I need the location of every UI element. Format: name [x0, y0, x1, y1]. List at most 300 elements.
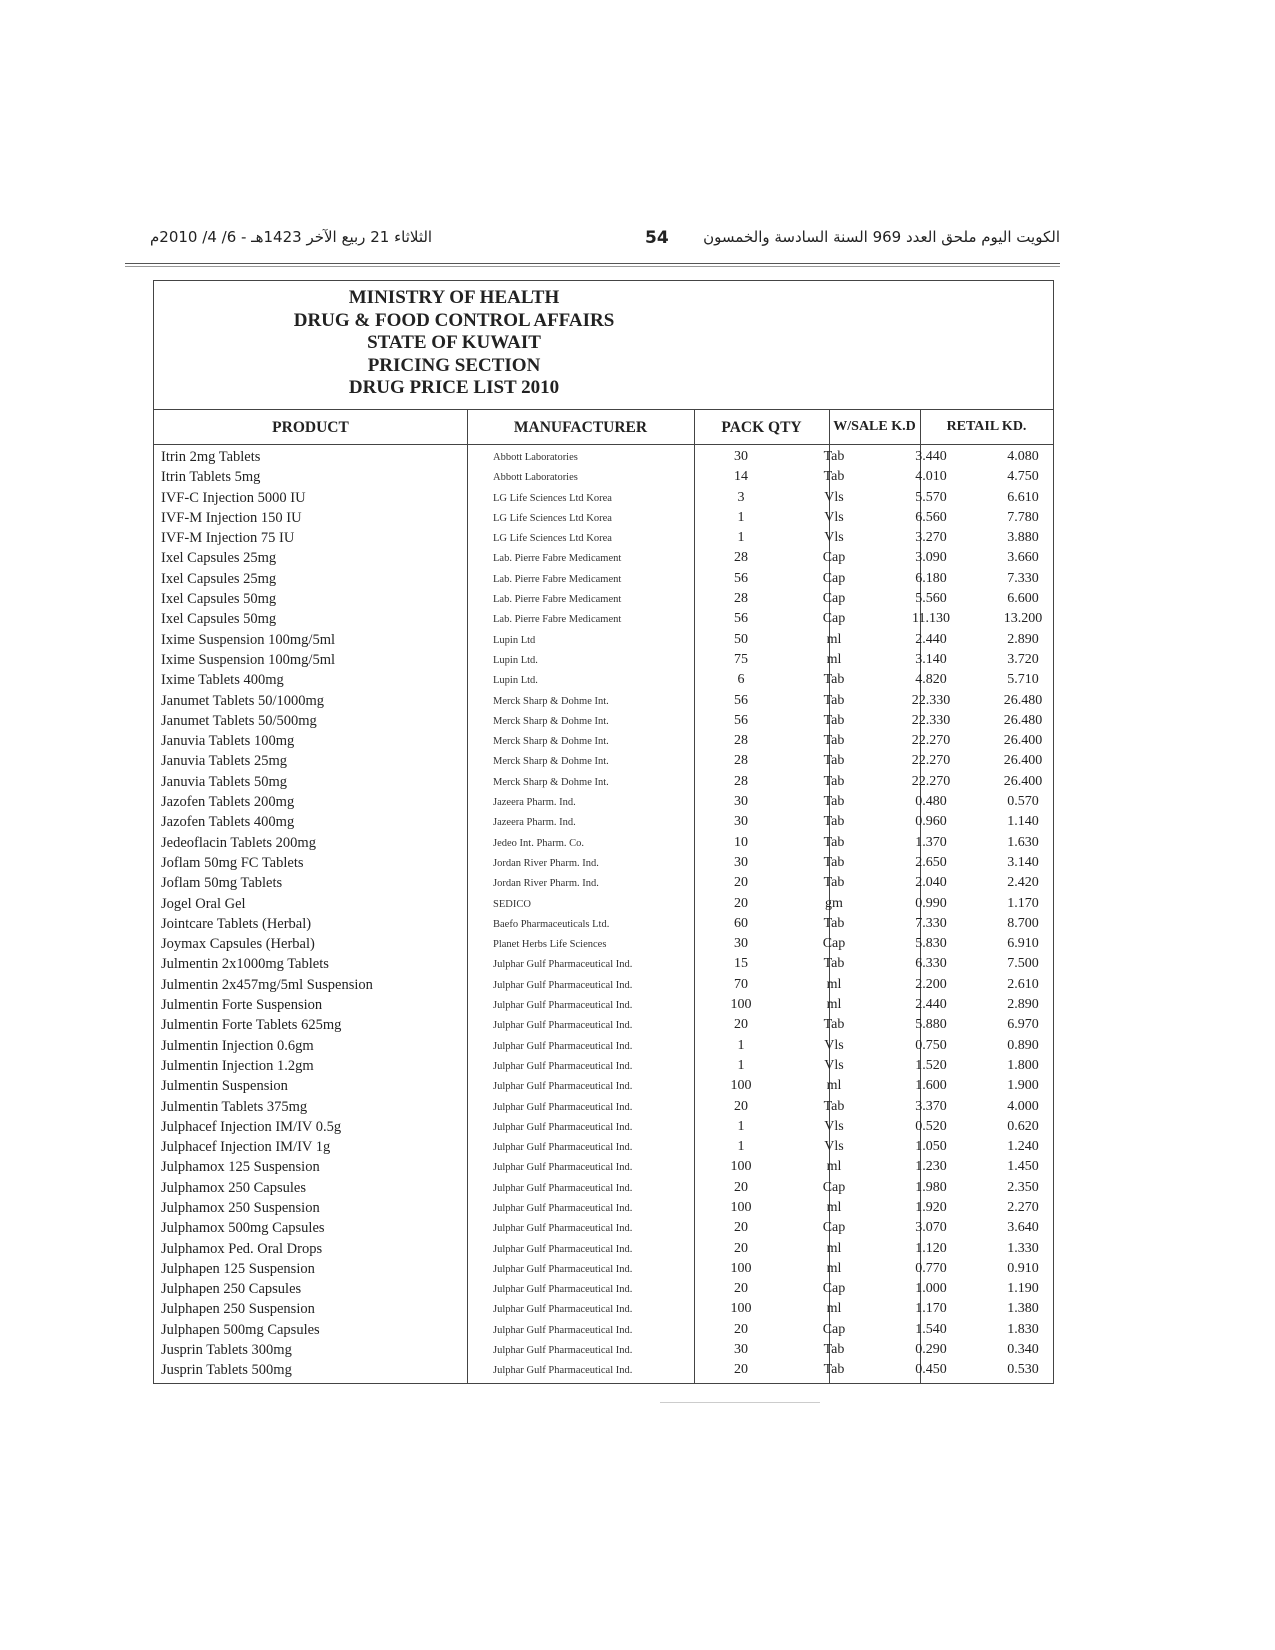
manufacturer-name: Julphar Gulf Pharmaceutical Ind.: [493, 1182, 633, 1194]
pack-unit: Tab: [823, 915, 845, 931]
retail-price: 1.800: [1007, 1057, 1039, 1073]
manufacturer-name: Julphar Gulf Pharmaceutical Ind.: [493, 1345, 633, 1357]
wholesale-price: 3.270: [915, 530, 947, 546]
product-name: Joymax Capsules (Herbal): [161, 936, 315, 953]
retail-price: 0.340: [1007, 1342, 1039, 1358]
manufacturer-name: Merck Sharp & Dohme Int.: [493, 756, 609, 768]
table-row: [154, 1260, 1053, 1280]
table-row: [154, 996, 1053, 1016]
pack-quantity: 100: [730, 1159, 752, 1175]
table-row: [154, 915, 1053, 935]
manufacturer-name: Julphar Gulf Pharmaceutical Ind.: [493, 1243, 633, 1255]
pack-quantity: 50: [734, 631, 748, 647]
manufacturer-name: Julphar Gulf Pharmaceutical Ind.: [493, 1284, 633, 1296]
manufacturer-name: Lupin Ltd: [493, 634, 536, 646]
header-publication: الكويت اليوم ملحق العدد 969 السنة السادسة والخمسون: [703, 228, 1060, 246]
product-name: Julmentin Injection 0.6gm: [161, 1037, 314, 1054]
manufacturer-name: Jedeo Int. Pharm. Co.: [493, 837, 584, 849]
retail-price: 6.610: [1007, 489, 1039, 505]
wholesale-price: 22.330: [911, 692, 951, 708]
table-row: [154, 590, 1053, 610]
wholesale-price: 11.130: [912, 611, 950, 627]
wholesale-price: 2.440: [915, 631, 947, 647]
wholesale-price: 3.070: [915, 1220, 947, 1236]
table-row: [154, 895, 1053, 915]
wholesale-price: 4.010: [915, 469, 947, 485]
table-row: [154, 834, 1053, 854]
wholesale-price: 0.290: [915, 1342, 947, 1358]
pack-quantity: 20: [734, 1017, 748, 1033]
retail-price: 1.190: [1007, 1281, 1039, 1297]
wholesale-price: 22.270: [911, 733, 951, 749]
wholesale-price: 6.330: [915, 956, 947, 972]
pack-quantity: 20: [734, 1179, 748, 1195]
retail-price: 0.530: [1007, 1362, 1039, 1378]
table-row: [154, 813, 1053, 833]
retail-price: 2.890: [1007, 631, 1039, 647]
pack-unit: Cap: [822, 936, 846, 952]
product-name: Julmentin 2x457mg/5ml Suspension: [161, 976, 373, 993]
pack-unit: Cap: [822, 1281, 846, 1297]
table-row: [154, 1361, 1053, 1381]
title-divider: [154, 409, 1053, 410]
retail-price: 26.400: [1003, 733, 1043, 749]
pack-quantity: 20: [734, 1220, 748, 1236]
header-rule: [125, 263, 1060, 264]
table-row: [154, 692, 1053, 712]
pack-quantity: 14: [734, 469, 748, 485]
wholesale-price: 1.520: [915, 1057, 947, 1073]
wholesale-price: 1.170: [915, 1301, 947, 1317]
pack-quantity: 1: [737, 1057, 745, 1073]
pack-unit: Tab: [823, 1098, 845, 1114]
pack-unit: Tab: [823, 753, 845, 769]
pack-quantity: 1: [737, 530, 745, 546]
wholesale-price: 1.980: [915, 1179, 947, 1195]
retail-price: 26.480: [1003, 712, 1043, 728]
wholesale-price: 2.440: [915, 997, 947, 1013]
pack-unit: Tab: [823, 854, 845, 870]
title-line: STATE OF KUWAIT: [367, 332, 541, 353]
wholesale-price: 3.090: [915, 550, 947, 566]
pack-quantity: 100: [730, 1301, 752, 1317]
header-date: الثلاثاء 21 ربيع الآخر 1423هـ - 6/ 4/ 2010م: [150, 228, 433, 246]
product-name: Julphacef Injection IM/IV 0.5g: [161, 1118, 342, 1135]
manufacturer-name: Julphar Gulf Pharmaceutical Ind.: [493, 1040, 633, 1052]
manufacturer-name: Merck Sharp & Dohme Int.: [493, 695, 609, 707]
wholesale-price: 1.920: [915, 1199, 947, 1215]
product-name: Julmentin Forte Tablets 625mg: [161, 1017, 342, 1034]
manufacturer-name: Lab. Pierre Fabre Medicament: [493, 594, 622, 606]
wholesale-price: 0.480: [915, 794, 947, 810]
pack-quantity: 30: [734, 449, 748, 464]
pack-unit: Tab: [823, 875, 845, 891]
wholesale-price: 22.270: [911, 773, 951, 789]
product-name: Ixel Capsules 50mg: [161, 611, 277, 628]
pack-quantity: 20: [734, 1281, 748, 1297]
table-row: [154, 468, 1053, 488]
wholesale-price: 22.330: [911, 712, 951, 728]
pack-unit: Vls: [824, 1037, 844, 1053]
product-name: Ixime Suspension 100mg/5ml: [161, 631, 335, 648]
manufacturer-name: Jazeera Pharm. Ind.: [493, 817, 576, 829]
pack-quantity: 28: [734, 753, 748, 769]
manufacturer-name: Julphar Gulf Pharmaceutical Ind.: [493, 1142, 633, 1154]
pack-unit: Tab: [823, 814, 845, 830]
table-row: [154, 1118, 1053, 1138]
table-row: [154, 1240, 1053, 1260]
product-name: Ixel Capsules 25mg: [161, 570, 277, 587]
product-name: Ixime Tablets 400mg: [161, 672, 284, 689]
pack-unit: Cap: [822, 591, 846, 607]
retail-price: 2.270: [1007, 1199, 1039, 1215]
table-row: [154, 529, 1053, 549]
retail-price: 26.400: [1003, 753, 1043, 769]
manufacturer-name: Lab. Pierre Fabre Medicament: [493, 553, 622, 565]
wholesale-price: 5.830: [915, 936, 947, 952]
price-list-table: [153, 280, 1054, 1384]
manufacturer-name: Julphar Gulf Pharmaceutical Ind.: [493, 1101, 633, 1113]
pack-quantity: 30: [734, 854, 748, 870]
retail-price: 4.080: [1007, 449, 1039, 464]
retail-price: 3.140: [1007, 854, 1039, 870]
manufacturer-name: Lab. Pierre Fabre Medicament: [493, 614, 622, 626]
product-name: Julphapen 125 Suspension: [161, 1260, 315, 1277]
product-name: Januvia Tablets 100mg: [161, 733, 295, 750]
table-row: [154, 935, 1053, 955]
product-name: Jusprin Tablets 500mg: [161, 1362, 292, 1379]
pack-unit: ml: [826, 1199, 842, 1215]
pack-unit: gm: [825, 895, 843, 911]
retail-price: 5.710: [1007, 672, 1039, 688]
manufacturer-name: Julphar Gulf Pharmaceutical Ind.: [493, 1020, 633, 1032]
title-line: DRUG & FOOD CONTROL AFFAIRS: [293, 309, 615, 331]
title-line: DRUG PRICE LIST 2010: [348, 377, 560, 398]
pack-unit: ml: [826, 1240, 842, 1256]
manufacturer-name: SEDICO: [493, 898, 531, 910]
wholesale-price: 1.120: [915, 1240, 947, 1256]
product-name: Julphamox 500mg Capsules: [161, 1220, 325, 1237]
pack-quantity: 20: [734, 1362, 748, 1378]
table-body: [154, 448, 1053, 1382]
manufacturer-name: Julphar Gulf Pharmaceutical Ind.: [493, 979, 633, 991]
title-line: PRICING SECTION: [367, 354, 541, 376]
pack-quantity: 60: [734, 915, 748, 931]
pack-quantity: 28: [734, 773, 748, 789]
manufacturer-name: LG Life Sciences Ltd Korea: [493, 512, 612, 524]
pack-quantity: 56: [734, 611, 748, 627]
table-row: [154, 854, 1053, 874]
table-row: [154, 671, 1053, 691]
table-row: [154, 1179, 1053, 1199]
manufacturer-name: Merck Sharp & Dohme Int.: [493, 736, 609, 748]
product-name: Julphamox 250 Capsules: [161, 1179, 306, 1196]
column-header-wsale: W/SALE K.D: [833, 419, 916, 434]
product-name: Itrin 2mg Tablets: [161, 449, 261, 465]
table-row: [154, 752, 1053, 772]
table-row: [154, 1077, 1053, 1097]
product-name: Joflam 50mg Tablets: [161, 875, 283, 892]
table-row: [154, 1037, 1053, 1057]
wholesale-price: 3.140: [915, 651, 947, 667]
product-name: Julphamox Ped. Oral Drops: [161, 1240, 323, 1257]
table-row: [154, 1138, 1053, 1158]
product-name: IVF-C Injection 5000 IU: [161, 489, 306, 506]
pack-unit: Tab: [823, 1017, 845, 1033]
table-row: [154, 651, 1053, 671]
retail-price: 2.420: [1007, 875, 1039, 891]
product-name: Jogel Oral Gel: [161, 895, 246, 912]
pack-unit: Cap: [822, 1179, 846, 1195]
retail-price: 1.830: [1007, 1321, 1039, 1337]
manufacturer-name: Merck Sharp & Dohme Int.: [493, 715, 609, 727]
pack-unit: Tab: [823, 469, 845, 485]
pack-unit: Tab: [823, 834, 845, 850]
retail-price: 1.330: [1007, 1240, 1039, 1256]
table-row: [154, 712, 1053, 732]
pack-quantity: 100: [730, 1260, 752, 1276]
pack-unit: Cap: [822, 570, 846, 586]
pack-quantity: 20: [734, 1321, 748, 1337]
pack-unit: Vls: [824, 509, 844, 525]
pack-unit: Tab: [823, 692, 845, 708]
manufacturer-name: Merck Sharp & Dohme Int.: [493, 776, 609, 788]
pack-unit: Tab: [823, 794, 845, 810]
manufacturer-name: Lupin Ltd.: [493, 654, 538, 666]
header-divider: [154, 444, 1053, 445]
manufacturer-name: Julphar Gulf Pharmaceutical Ind.: [493, 1202, 633, 1214]
column-header-pack-qty: PACK QTY: [721, 419, 802, 436]
wholesale-price: 7.330: [915, 915, 947, 931]
table-row: [154, 976, 1053, 996]
pack-quantity: 1: [737, 1037, 745, 1053]
page-number: 54: [645, 228, 669, 248]
product-name: Julphacef Injection IM/IV 1g: [161, 1139, 331, 1156]
wholesale-price: 2.040: [915, 875, 947, 891]
pack-unit: ml: [826, 997, 842, 1013]
pack-unit: Cap: [822, 611, 846, 627]
product-name: Julphapen 500mg Capsules: [161, 1321, 320, 1338]
manufacturer-name: Abbott Laboratories: [493, 472, 578, 484]
product-name: Julmentin Injection 1.2gm: [161, 1057, 314, 1074]
pack-quantity: 56: [734, 692, 748, 708]
table-row: [154, 1057, 1053, 1077]
product-name: Julphapen 250 Capsules: [161, 1281, 302, 1298]
pack-quantity: 10: [734, 834, 748, 850]
manufacturer-name: Julphar Gulf Pharmaceutical Ind.: [493, 1324, 633, 1336]
wholesale-price: 0.770: [915, 1260, 947, 1276]
pack-quantity: 70: [734, 976, 748, 992]
manufacturer-name: Baefo Pharmaceuticals Ltd.: [493, 918, 610, 930]
retail-price: 7.780: [1007, 509, 1039, 525]
pack-unit: Tab: [823, 1342, 845, 1358]
retail-price: 1.140: [1007, 814, 1039, 830]
product-name: IVF-M Injection 75 IU: [161, 530, 295, 547]
pack-unit: Cap: [822, 1220, 846, 1236]
pack-quantity: 20: [734, 1098, 748, 1114]
manufacturer-name: Jordan River Pharm. Ind.: [493, 878, 599, 890]
retail-price: 6.600: [1007, 591, 1039, 607]
retail-price: 7.500: [1007, 956, 1039, 972]
table-row: [154, 1199, 1053, 1219]
retail-price: 2.610: [1007, 976, 1039, 992]
retail-price: 26.480: [1003, 692, 1043, 708]
pack-unit: ml: [826, 1159, 842, 1175]
pack-unit: ml: [826, 1260, 842, 1276]
wholesale-price: 22.270: [911, 753, 951, 769]
pack-quantity: 15: [734, 956, 748, 972]
table-row: [154, 874, 1053, 894]
manufacturer-name: Julphar Gulf Pharmaceutical Ind.: [493, 1162, 633, 1174]
product-name: Janumet Tablets 50/1000mg: [161, 692, 325, 709]
column-header-manufacturer: MANUFACTURER: [513, 419, 648, 436]
product-name: Jointcare Tablets (Herbal): [161, 915, 312, 932]
pack-unit: Vls: [824, 1057, 844, 1073]
product-name: Julphamox 250 Suspension: [161, 1199, 320, 1216]
table-row: [154, 732, 1053, 752]
retail-price: 2.890: [1007, 997, 1039, 1013]
manufacturer-name: Julphar Gulf Pharmaceutical Ind.: [493, 1121, 633, 1133]
wholesale-price: 3.370: [915, 1098, 947, 1114]
table-row: [154, 489, 1053, 509]
table-row: [154, 955, 1053, 975]
product-name: Jazofen Tablets 400mg: [161, 814, 295, 831]
pack-quantity: 100: [730, 1078, 752, 1094]
pack-unit: ml: [826, 631, 842, 647]
table-row: [154, 509, 1053, 529]
manufacturer-name: Julphar Gulf Pharmaceutical Ind.: [493, 1304, 633, 1316]
wholesale-price: 6.560: [915, 509, 947, 525]
wholesale-price: 6.180: [915, 570, 947, 586]
pack-quantity: 3: [737, 489, 745, 505]
wholesale-price: 4.820: [915, 672, 947, 688]
pack-unit: Tab: [823, 672, 845, 688]
wholesale-price: 0.450: [915, 1362, 947, 1378]
pack-quantity: 30: [734, 1342, 748, 1358]
pack-unit: ml: [826, 1078, 842, 1094]
table-row: [154, 1280, 1053, 1300]
wholesale-price: 2.200: [915, 976, 947, 992]
pack-unit: Vls: [824, 1139, 844, 1155]
table-row: [154, 1098, 1053, 1118]
retail-price: 1.170: [1007, 895, 1039, 911]
pack-quantity: 56: [734, 570, 748, 586]
pack-quantity: 75: [734, 651, 748, 667]
pack-unit: Tab: [823, 712, 845, 728]
retail-price: 7.330: [1007, 570, 1039, 586]
manufacturer-name: Lab. Pierre Fabre Medicament: [493, 573, 622, 585]
wholesale-price: 5.570: [915, 489, 947, 505]
retail-price: 3.720: [1007, 651, 1039, 667]
product-name: Julmentin 2x1000mg Tablets: [161, 956, 329, 973]
wholesale-price: 0.750: [915, 1037, 947, 1053]
retail-price: 1.450: [1007, 1159, 1039, 1175]
pack-quantity: 20: [734, 895, 748, 911]
product-name: Ixel Capsules 25mg: [161, 550, 277, 567]
product-name: Joflam 50mg FC Tablets: [161, 854, 304, 871]
retail-price: 1.240: [1007, 1139, 1039, 1155]
table-row: [154, 610, 1053, 630]
pack-quantity: 28: [734, 591, 748, 607]
pack-quantity: 28: [734, 733, 748, 749]
manufacturer-name: Lupin Ltd.: [493, 675, 538, 687]
product-name: IVF-M Injection 150 IU: [161, 509, 302, 526]
retail-price: 0.570: [1007, 794, 1039, 810]
wholesale-price: 1.600: [915, 1078, 947, 1094]
retail-price: 3.660: [1007, 550, 1039, 566]
pack-quantity: 20: [734, 1240, 748, 1256]
pack-quantity: 1: [737, 1139, 745, 1155]
table-row: [154, 1016, 1053, 1036]
wholesale-price: 3.440: [915, 449, 947, 464]
pack-unit: ml: [826, 1301, 842, 1317]
table-row: [154, 631, 1053, 651]
product-name: Ixime Suspension 100mg/5ml: [161, 651, 335, 668]
table-row: [154, 1321, 1053, 1341]
pack-quantity: 30: [734, 794, 748, 810]
pack-unit: ml: [826, 651, 842, 667]
table-row: [154, 1158, 1053, 1178]
manufacturer-name: LG Life Sciences Ltd Korea: [493, 492, 612, 504]
manufacturer-name: Julphar Gulf Pharmaceutical Ind.: [493, 1000, 633, 1012]
manufacturer-name: Jordan River Pharm. Ind.: [493, 857, 599, 869]
pack-unit: Vls: [824, 489, 844, 505]
pack-unit: Cap: [822, 550, 846, 566]
wholesale-price: 0.990: [915, 895, 947, 911]
product-name: Jazofen Tablets 200mg: [161, 794, 295, 811]
retail-price: 1.900: [1007, 1078, 1039, 1094]
table-row: [154, 448, 1053, 468]
table-row: [154, 793, 1053, 813]
pack-quantity: 100: [730, 1199, 752, 1215]
table-row: [154, 570, 1053, 590]
retail-price: 8.700: [1007, 915, 1039, 931]
retail-price: 0.910: [1007, 1260, 1039, 1276]
column-header-retail: RETAIL KD.: [946, 419, 1027, 434]
pack-unit: Tab: [823, 733, 845, 749]
manufacturer-name: Julphar Gulf Pharmaceutical Ind.: [493, 1263, 633, 1275]
retail-price: 4.000: [1007, 1098, 1039, 1114]
table-row: [154, 1341, 1053, 1361]
table-row: [154, 549, 1053, 569]
header-rule-secondary: [125, 266, 1060, 267]
retail-price: 0.620: [1007, 1118, 1039, 1134]
product-name: Januvia Tablets 50mg: [161, 773, 287, 790]
document-title: [154, 287, 754, 400]
table-row: [154, 773, 1053, 793]
pack-quantity: 28: [734, 550, 748, 566]
retail-price: 0.890: [1007, 1037, 1039, 1053]
pack-unit: Tab: [823, 773, 845, 789]
pack-unit: Cap: [822, 1321, 846, 1337]
retail-price: 2.350: [1007, 1179, 1039, 1195]
pack-quantity: 1: [737, 1118, 745, 1134]
manufacturer-name: LG Life Sciences Ltd Korea: [493, 533, 612, 545]
retail-price: 4.750: [1007, 469, 1039, 485]
manufacturer-name: Abbott Laboratories: [493, 452, 578, 463]
wholesale-price: 5.560: [915, 591, 947, 607]
wholesale-price: 5.880: [915, 1017, 947, 1033]
wholesale-price: 1.540: [915, 1321, 947, 1337]
pack-unit: Tab: [823, 1362, 845, 1378]
wholesale-price: 0.520: [915, 1118, 947, 1134]
pack-quantity: 6: [737, 672, 745, 688]
product-name: Januvia Tablets 25mg: [161, 753, 287, 770]
product-name: Julmentin Suspension: [161, 1078, 288, 1095]
wholesale-price: 0.960: [915, 814, 947, 830]
manufacturer-name: Julphar Gulf Pharmaceutical Ind.: [493, 1365, 633, 1377]
pack-quantity: 30: [734, 936, 748, 952]
